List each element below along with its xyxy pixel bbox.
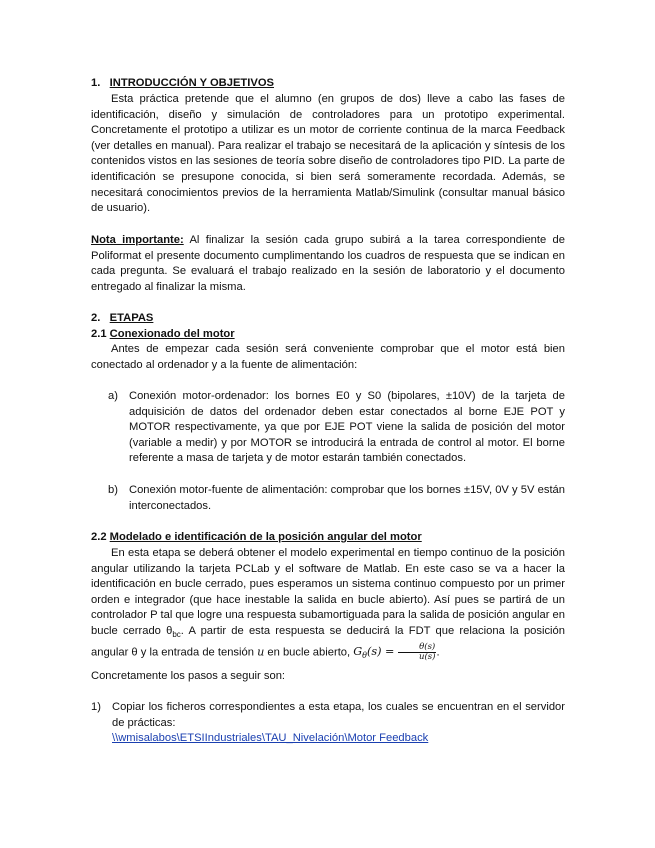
- list-marker-b: b): [108, 484, 118, 496]
- subsection-2-2-title: Modelado e identificación de la posición angular del motor: [109, 531, 422, 543]
- note-label: Nota importante:: [91, 234, 184, 246]
- important-note: [91, 233, 565, 295]
- server-path-link[interactable]: \\wmisalabos\ETSIIndustriales\TAU_Nivelación\Motor Feedback: [112, 732, 429, 745]
- subsection-2-1-number: 2.1: [91, 328, 107, 340]
- subsection-2-2-heading: [91, 530, 565, 546]
- tf-numerator: θ(s): [398, 643, 436, 653]
- subsection-2-1-title: Conexionado del motor: [109, 328, 235, 340]
- tf-lhs-subscript: θ: [362, 651, 367, 661]
- list-item-a: [108, 389, 565, 467]
- tf-fraction: [398, 643, 436, 662]
- para-part2: . A partir de esta respuesta se deducirá la FDT que relaciona la posición angular θ y la entrada de tensión: [91, 624, 565, 659]
- tf-formula: [353, 641, 436, 662]
- section2-heading: [91, 311, 565, 327]
- u-symbol: u: [257, 645, 265, 659]
- subsection-2-1-intro: Antes de empezar cada sesión será conveniente comprobar que el motor está bien conectado al ordenador y a la fuente de alimentación:: [91, 343, 565, 371]
- tf-denominator: u(s): [418, 651, 436, 662]
- subsection-2-1-heading: [91, 327, 565, 343]
- para-part3: en bucle abierto,: [264, 646, 354, 659]
- tf-end: .: [436, 646, 440, 659]
- steps-intro: Concretamente los pasos a seguir son:: [91, 670, 286, 682]
- section2-number: 2.: [91, 312, 101, 324]
- section1-title: INTRODUCCIÓN Y OBJETIVOS: [109, 77, 274, 89]
- list-item-a-text: Conexión motor-ordenador: los bornes E0 y S0 (bipolares, ±10V) de la tarjeta de adquisición de datos del ordenador deben estar conectados al borne EJE POT y MOTOR respectivamente, ya que por EJE POT viene la salida de posición del motor (variable a medir) y por MOTOR se introducirá la entrada de control al motor. El borne referente a masa de tarjeta y de motor estarán también conectados.: [129, 390, 565, 465]
- step-1-marker: 1): [91, 701, 101, 713]
- section2-title: ETAPAS: [109, 312, 154, 324]
- step-1-text: Copiar los ficheros correspondientes a esta etapa, los cuales se encuentran en el servidor de prácticas:: [112, 701, 565, 729]
- tf-arg: (s) =: [367, 645, 395, 659]
- tf-lhs: G: [353, 645, 363, 659]
- subsection-2-2-number: 2.2: [91, 531, 107, 543]
- step-1-body: [112, 700, 565, 747]
- list-item-b-text: Conexión motor-fuente de alimentación: comprobar que los bornes ±15V, 0V y 5V están interconectados.: [129, 484, 565, 512]
- theta-bc-subscript: bc: [172, 630, 181, 640]
- para-part1: En esta etapa se deberá obtener el modelo experimental en tiempo continuo de la posición angular utilizando la tarjeta PCLab y el software de Matlab. En este caso se va a hacer la identificación en bucle cerrado, pues esperamos un sistema continuo compuesto por un primer orden e integrador (que hace inestable la salida en bucle abierto). Así pues se partirá de un controlador P tal que logre una respuesta subamortiguada para la salida de posición angular en bucle cerrado θ: [91, 547, 565, 637]
- step-1: [91, 700, 565, 747]
- list-item-b: [108, 483, 565, 514]
- subsection-2-2-paragraph: [91, 546, 565, 664]
- list-marker-a: a): [108, 390, 118, 402]
- note-text: Al finalizar la sesión cada grupo subirá a la tarea correspondiente de Poliformat el presente documento cumplimentando los cuadros de respuesta que se indican en cada pregunta. Se evaluará el trabajo realizado en la sesión de laboratorio y el documento entregado al finalizar la misma.: [91, 234, 565, 293]
- section1-heading: [91, 76, 565, 92]
- section1-paragraph: Esta práctica pretende que el alumno (en grupos de dos) lleve a cabo las fases de identificación, diseño y simulación de controladores para un prototipo experimental. Concretamente el prototipo a utilizar es un motor de corriente continua de la marca Feedback (ver detalles en manual). Para realizar el trabajo se necesitará de la aplicación y síntesis de los contenidos vistos en las sesiones de teoría sobre diseño de controladores tipo PID. La parte de identificación se presupone conocida, si bien será someramente recordada. Además, se necesitará conocimientos previos de la herramienta Matlab/Simulink (consultar manual básico de usuario).: [91, 93, 565, 215]
- section1-number: 1.: [91, 77, 101, 89]
